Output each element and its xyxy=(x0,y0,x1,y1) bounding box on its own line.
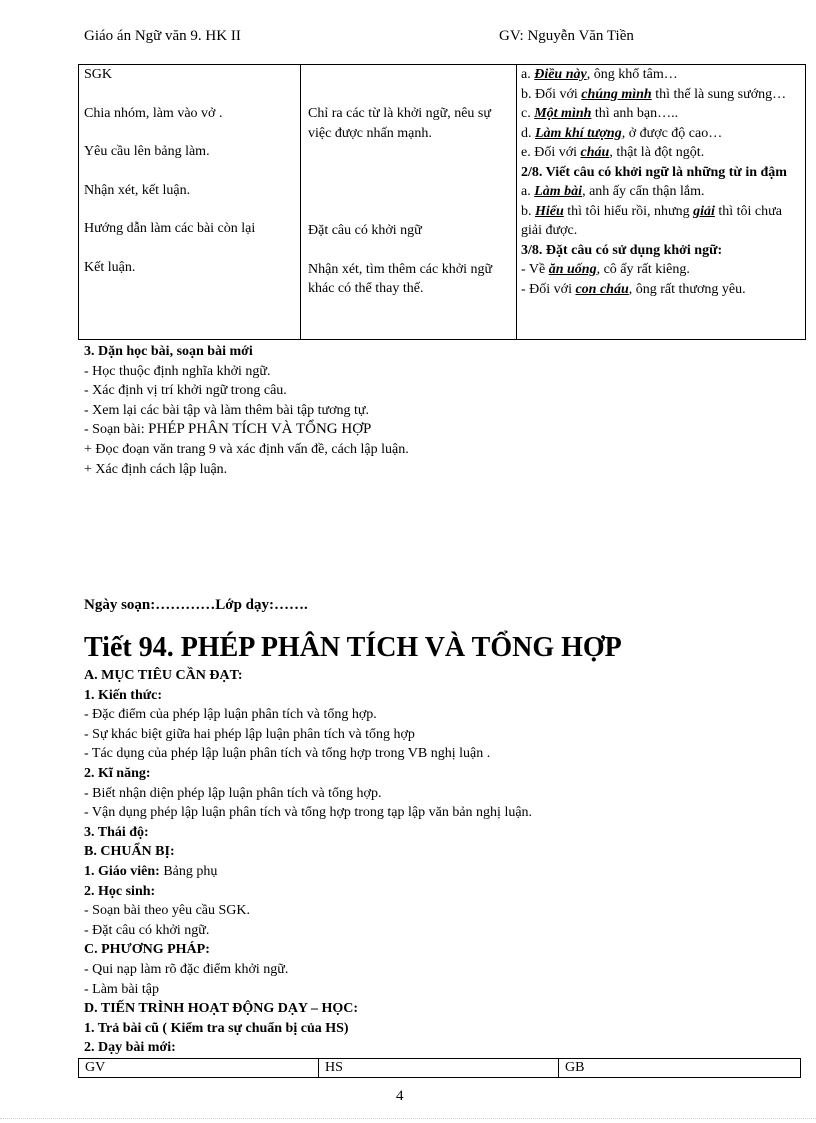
list-item: a. Điều này, ông khổ tâm… xyxy=(521,67,678,82)
column-header-gv: GV xyxy=(79,1059,319,1078)
subsection-heading: 1. Kiến thức: xyxy=(84,687,163,703)
table-row: Đặt câu có khởi ngữ xyxy=(308,223,422,238)
lesson-table xyxy=(78,1058,801,1078)
column-header-hs: HS xyxy=(319,1059,559,1078)
list-item: b. Đối với chúng mình thì thế là sung sướng… xyxy=(521,86,787,102)
date-line: Ngày soạn:…………Lớp dạy:……. xyxy=(84,597,308,613)
table-row: Hướng dẫn làm các bài còn lại xyxy=(84,221,256,236)
section-heading: 3. Dặn học bài, soạn bài mới xyxy=(84,344,253,359)
column-header-gb: GB xyxy=(559,1059,801,1078)
table-row: Nhận xét, kết luận. xyxy=(84,182,191,198)
list-item: - Qui nạp làm rõ đặc điểm khởi ngữ. xyxy=(84,961,289,977)
student-column xyxy=(301,65,517,340)
list-item: a. Làm bài, anh ấy cẩn thận lắm. xyxy=(521,184,705,199)
list-item: c. Một mình thì anh bạn….. xyxy=(521,106,679,121)
page-title: Tiết 94. PHÉP PHÂN TÍCH VÀ TỔNG HỢP xyxy=(84,632,622,663)
list-item: d. Làm khí tượng, ở được độ cao… xyxy=(521,125,723,141)
section-heading: D. TIẾN TRÌNH HOẠT ĐỘNG DẠY – HỌC: xyxy=(84,1001,359,1017)
list-item: - Soạn bài theo yêu cầu SGK. xyxy=(84,903,251,919)
subsection-heading: 2. Dạy bài mới: xyxy=(84,1040,176,1056)
list-item: b. Hiểu thì tôi hiểu rồi, nhưng giải thì tôi chưa giải được. xyxy=(521,203,782,238)
table-row: Nhận xét, tìm thêm các khởi ngữ khác có thể thay thế. xyxy=(308,261,493,296)
homework-section xyxy=(84,342,409,479)
table-row: Chia nhóm, làm vào vở . xyxy=(84,105,223,121)
list-item: - Về ăn uống, cô ấy rất kiêng. xyxy=(521,262,690,277)
objectives-section xyxy=(84,666,532,1058)
list-item: - Đặt câu có khởi ngữ. xyxy=(84,922,210,938)
list-item: - Soạn bài: PHÉP PHÂN TÍCH VÀ TỔNG HỢP xyxy=(84,421,372,438)
subsection-heading: 2. Học sinh: xyxy=(84,883,156,899)
list-item: - Đặc điểm của phép lập luận phân tích và tổng hợp. xyxy=(84,707,377,723)
list-item: - Đối với con cháu, ông rất thương yêu. xyxy=(521,281,746,297)
table-row: Kết luận. xyxy=(84,259,136,275)
subsection-heading: 2. Kĩ năng: xyxy=(84,765,151,781)
board-column xyxy=(517,65,806,340)
header-right: GV: Nguyễn Văn Tiền xyxy=(499,28,634,44)
list-item: - Xem lại các bài tập và làm thêm bài tập tương tự. xyxy=(84,402,369,418)
section-heading: C. PHƯƠNG PHÁP: xyxy=(84,942,210,958)
list-item: - Làm bài tập xyxy=(84,981,160,997)
section-heading: A. MỤC TIÊU CẦN ĐẠT: xyxy=(84,668,243,683)
teacher-column xyxy=(79,65,301,340)
table-row: Chỉ ra các từ là khởi ngữ, nêu sự việc được nhấn mạnh. xyxy=(308,106,491,141)
exercise-heading: 3/8. Đặt câu có sử dụng khởi ngữ: xyxy=(521,242,723,258)
list-item: - Biết nhận diện phép lập luận phân tích và tổng hợp. xyxy=(84,785,382,801)
list-item: - Vận dụng phép lập luận phân tích và tổng hợp trong tạp lập văn bản nghị luận. xyxy=(84,805,533,821)
list-item: 1. Giáo viên: Bảng phụ xyxy=(84,863,218,879)
list-item: - Tác dụng của phép lập luận phân tích và tổng hợp trong VB nghị luận . xyxy=(84,746,491,762)
activity-table xyxy=(78,64,806,340)
table-row: Yêu cầu lên bảng làm. xyxy=(84,144,210,159)
list-item: - Xác định vị trí khởi ngữ trong câu. xyxy=(84,383,287,399)
footer-divider xyxy=(0,1118,816,1119)
page-number: 4 xyxy=(396,1088,404,1104)
subsection-heading: 3. Thái độ: xyxy=(84,824,149,840)
list-item: + Đọc đoạn văn trang 9 và xác định vấn đề, cách lập luận. xyxy=(84,441,409,457)
exercise-heading: 2/8. Viết câu có khởi ngữ là những từ in đậm xyxy=(521,164,787,180)
list-item: + Xác định cách lập luận. xyxy=(84,461,228,477)
list-item: - Học thuộc định nghĩa khởi ngữ. xyxy=(84,363,271,379)
header-left: Giáo án Ngữ văn 9. HK II xyxy=(84,28,241,44)
list-item: e. Đối với cháu, thật là đột ngột. xyxy=(521,145,705,160)
subsection-heading: 1. Trả bài cũ ( Kiểm tra sự chuẩn bị của HS) xyxy=(84,1020,349,1036)
table-row: SGK xyxy=(84,67,113,82)
list-item: - Sự khác biệt giữa hai phép lập luận phân tích và tổng hợp xyxy=(84,726,415,742)
section-heading: B. CHUẨN BỊ: xyxy=(84,844,175,860)
